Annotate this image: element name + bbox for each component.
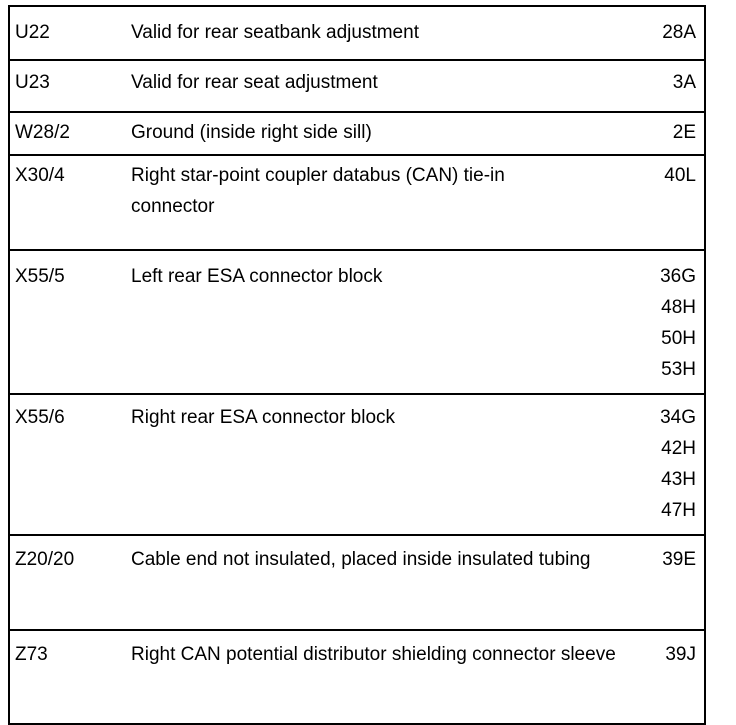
- component-table: [8, 5, 706, 725]
- component-description: Right rear ESA connector block: [131, 407, 396, 428]
- table-row: [10, 393, 704, 534]
- component-code: U23: [15, 72, 50, 93]
- grid-reference-value: 36G: [660, 266, 696, 287]
- component-description: Ground (inside right side sill): [131, 122, 372, 143]
- grid-reference: [665, 639, 696, 670]
- component-code: U22: [15, 22, 50, 43]
- grid-reference-value: 42H: [661, 438, 696, 459]
- grid-reference: [662, 544, 696, 575]
- grid-reference: [664, 160, 696, 191]
- table-row: [10, 59, 704, 111]
- grid-reference-value: 43H: [661, 469, 696, 490]
- component-code: X55/6: [15, 407, 65, 428]
- component-description: Valid for rear seatbank adjustment: [131, 22, 419, 43]
- table-row: [10, 154, 704, 249]
- component-code: X30/4: [15, 165, 65, 186]
- grid-reference: [673, 117, 696, 148]
- component-description: Right CAN potential distributor shielding connector sleeve: [131, 644, 616, 665]
- table-row: [10, 5, 704, 59]
- grid-reference-value: 50H: [661, 328, 696, 349]
- grid-reference-value: 28A: [662, 22, 696, 43]
- grid-reference: [673, 67, 696, 98]
- component-code: Z73: [15, 644, 48, 665]
- table-row: [10, 111, 704, 154]
- grid-reference-value: 40L: [664, 165, 696, 186]
- table-row: [10, 629, 704, 723]
- table-row: [10, 534, 704, 629]
- grid-reference-value: 2E: [672, 122, 696, 143]
- grid-reference-value: 39E: [662, 549, 696, 570]
- grid-reference: [662, 17, 696, 48]
- grid-reference-value: 47H: [661, 500, 696, 521]
- grid-reference: [660, 261, 696, 385]
- grid-reference-value: 53H: [661, 359, 696, 380]
- grid-reference-value: 48H: [661, 297, 696, 318]
- component-code: X55/5: [15, 266, 65, 287]
- grid-reference-value: 34G: [660, 407, 696, 428]
- component-description: Left rear ESA connector block: [131, 266, 383, 287]
- grid-reference-value: 39J: [665, 644, 696, 665]
- component-code: Z20/20: [15, 549, 75, 570]
- component-code: W28/2: [15, 122, 70, 143]
- grid-reference-value: 3A: [672, 72, 696, 93]
- table-row: [10, 249, 704, 393]
- grid-reference: [660, 402, 696, 526]
- component-description: Right star-point coupler databus (CAN) tie-in connector: [131, 165, 505, 217]
- component-description: Cable end not insulated, placed inside insulated tubing: [131, 549, 591, 570]
- component-description: Valid for rear seat adjustment: [131, 72, 378, 93]
